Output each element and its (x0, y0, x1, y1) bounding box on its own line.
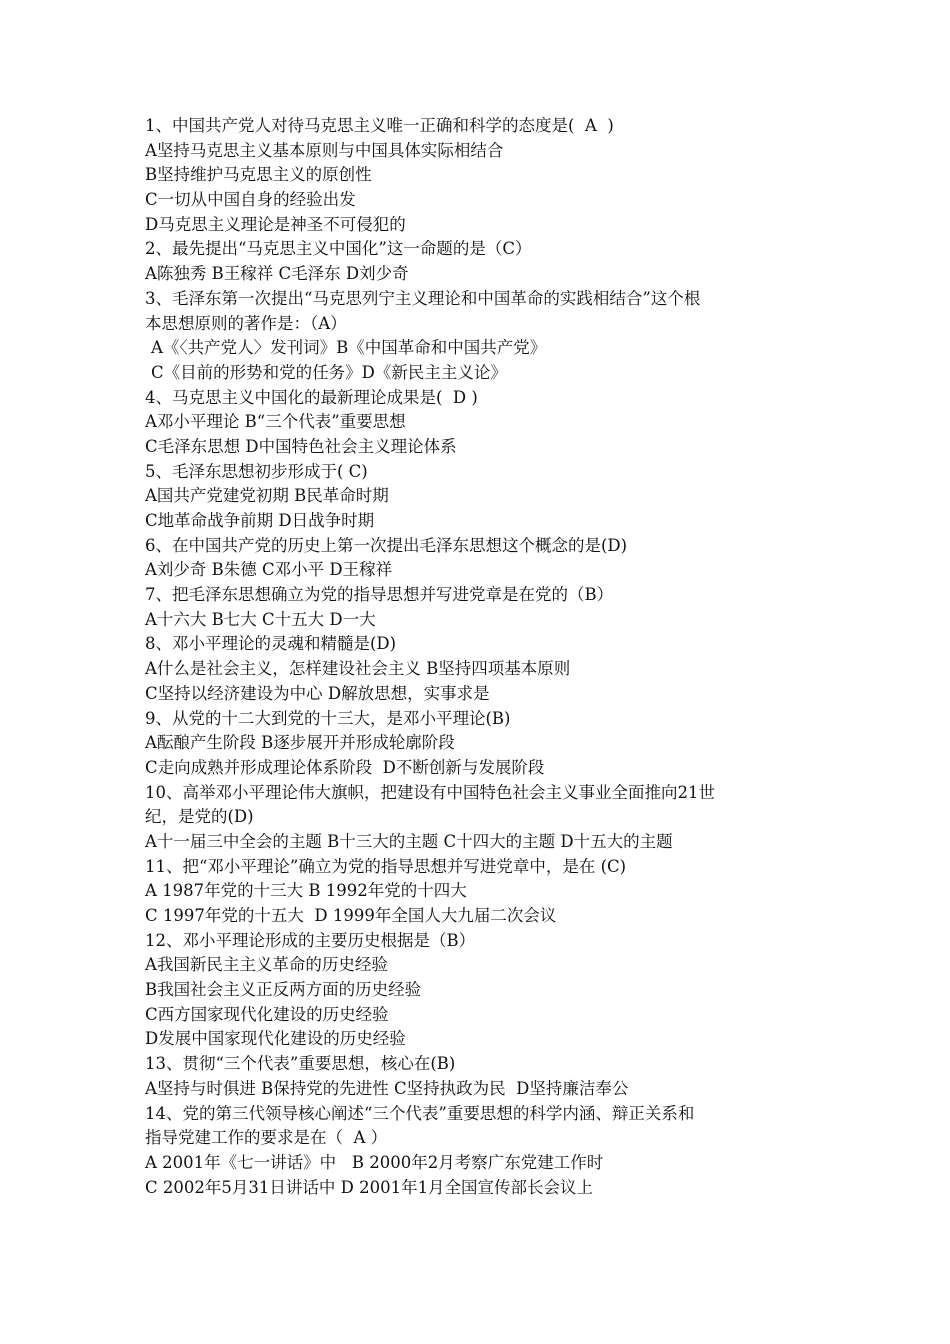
text-line: 9、从党的十二大到党的十三大，是邓小平理论(B) (145, 708, 511, 728)
text-line: 11、把“邓小平理论”确立为党的指导思想并写进党章中，是在 (C) (145, 856, 627, 876)
text-line: 3、毛泽东第一次提出“马克思列宁主义理论和中国革命的实践相结合”这个根 (145, 288, 701, 308)
text-line: A 1987年党的十三大 B 1992年党的十四大 (145, 881, 467, 901)
text-line: A坚持与时俱进 B保持党的先进性 C坚持执政为民 D坚持廉洁奉公 (145, 1078, 629, 1098)
text-line: C《目前的形势和党的任务》D《新民主主义论》 (151, 362, 507, 382)
text-line: 指导党建工作的要求是在（ A ） (145, 1128, 388, 1148)
text-line: A《〈共产党人〉发刊词》B《中国革命和中国共产党》 (151, 338, 547, 358)
text-line: C坚持以经济建设为中心 D解放思想，实事求是 (145, 683, 490, 703)
text-line: 本思想原则的著作是：（A） (145, 313, 347, 333)
text-line: D马克思主义理论是神圣不可侵犯的 (145, 214, 406, 234)
text-line: B坚持维护马克思主义的原创性 (145, 165, 372, 185)
text-line: C地革命战争前期 D日战争时期 (145, 511, 375, 530)
question-text-block (145, 114, 825, 1200)
text-line: 2、最先提出“马克思主义中国化”这一命题的是（C） (145, 239, 532, 259)
text-line: 12、邓小平理论形成的主要历史根据是（B） (145, 930, 476, 950)
text-line: 13、贯彻“三个代表”重要思想，核心在(B) (145, 1054, 456, 1074)
text-line: A十一届三中全会的主题 B十三大的主题 C十四大的主题 D十五大的主题 (145, 831, 673, 851)
text-line: 10、高举邓小平理论伟大旗帜，把建设有中国特色社会主义事业全面推向21世 (145, 782, 715, 802)
text-line: 8、邓小平理论的灵魂和精髓是(D) (145, 634, 397, 654)
text-line: C走向成熟并形成理论体系阶段 D不断创新与发展阶段 (145, 757, 545, 777)
text-line: 1、中国共产党人对待马克思主义唯一正确和科学的态度是( A ) (145, 116, 614, 135)
text-line: 14、党的第三代领导核心阐述“三个代表”重要思想的科学内涵、辩正关系和 (145, 1103, 695, 1123)
text-line: 7、把毛泽东思想确立为党的指导思想并写进党章是在党的（B） (145, 585, 614, 605)
text-line: B我国社会主义正反两方面的历史经验 (145, 980, 422, 1000)
text-line: A我国新民主主义革命的历史经验 (145, 955, 388, 975)
text-line: C一切从中国自身的经验出发 (145, 190, 356, 210)
text-line: A坚持马克思主义基本原则与中国具体实际相结合 (145, 140, 504, 160)
text-line: 4、马克思主义中国化的最新理论成果是( D ) (145, 387, 478, 407)
text-line: 6、在中国共产党的历史上第一次提出毛泽东思想这个概念的是(D) (145, 535, 628, 555)
text-line: D发展中国家现代化建设的历史经验 (145, 1029, 406, 1049)
text-line: 纪，是党的(D) (145, 807, 254, 827)
text-line: 5、毛泽东思想初步形成于( C) (145, 461, 368, 481)
text-line: A刘少奇 B朱德 C邓小平 D王稼祥 (145, 560, 393, 580)
text-line: A邓小平理论 B“三个代表”重要思想 (145, 412, 406, 432)
text-line: A国共产党建党初期 B民革命时期 (145, 486, 389, 506)
text-line: C西方国家现代化建设的历史经验 (145, 1004, 389, 1024)
text-line: C 1997年党的十五大 D 1999年全国人大九届二次会议 (145, 906, 557, 925)
text-line: A 2001年《七一讲话》中 B 2000年2月考察广东党建工作时 (145, 1152, 604, 1172)
text-line: A陈独秀 B王稼祥 C毛泽东 D刘少奇 (145, 264, 409, 284)
text-line: C毛泽东思想 D中国特色社会主义理论体系 (145, 436, 457, 456)
text-line: A十六大 B七大 C十五大 D一大 (145, 609, 376, 629)
text-line: C 2002年5月31日讲话中 D 2001年1月全国宣传部长会议上 (145, 1177, 594, 1197)
text-line: A什么是社会主义，怎样建设社会主义 B坚持四项基本原则 (145, 659, 571, 679)
text-line: A酝酿产生阶段 B逐步展开并形成轮廓阶段 (145, 733, 455, 753)
